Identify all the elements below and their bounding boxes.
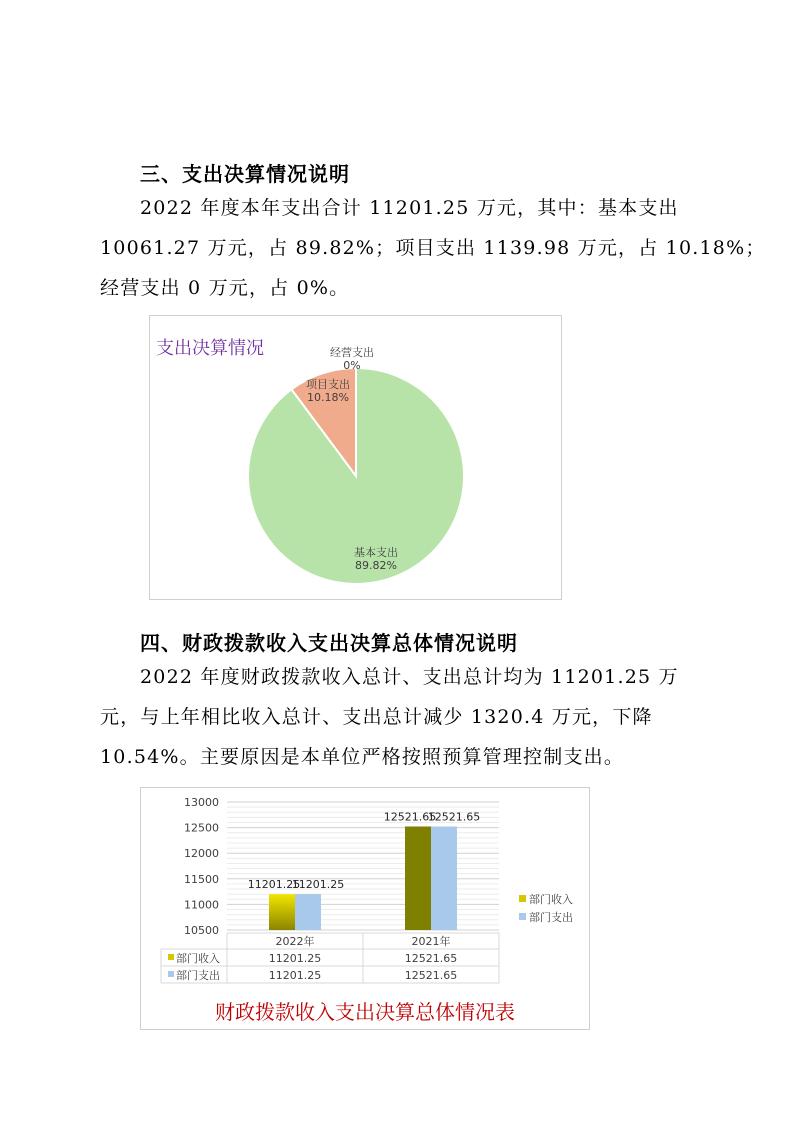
legend-label: 部门收入 — [529, 893, 573, 906]
legend-label: 部门支出 — [529, 911, 573, 924]
bar-chart-title: 财政拨款收入支出决算总体情况表 — [215, 1000, 515, 1024]
x-category-label: 2022年 — [275, 935, 315, 948]
fiscal-bar-chart — [140, 787, 590, 1030]
data-label-income-2022: 11201.25 — [247, 878, 301, 892]
pie-label-basic — [354, 546, 398, 572]
table-legend-key-expense — [168, 971, 174, 977]
legend-key-expense — [519, 913, 526, 920]
paragraph-line: 2022 年度本年支出合计 11201.25 万元，其中：基本支出 — [140, 197, 679, 219]
legend-key-income — [519, 895, 526, 902]
bar-expense-2021 — [431, 826, 457, 930]
data-label-expense-2022: 11201.25 — [291, 878, 345, 892]
paragraph-line: 2022 年度财政拨款收入总计、支出总计均为 11201.25 万 — [140, 666, 679, 688]
pie-chart-title: 支出决算情况 — [156, 338, 264, 359]
y-axis-ticks — [184, 796, 219, 937]
pie-label-percent: 10.18% — [307, 391, 349, 404]
pie-label-project — [306, 378, 350, 404]
expenditure-pie-chart — [149, 315, 562, 600]
y-tick-label: 11500 — [184, 872, 219, 886]
paragraph-line: 经营支出 0 万元，占 0%。 — [100, 277, 350, 299]
y-tick-label: 12000 — [184, 847, 219, 861]
paragraph-line: 10.54%。主要原因是本单位严格按照预算管理控制支出。 — [100, 746, 625, 768]
table-cell: 12521.65 — [404, 952, 458, 965]
pie-label-percent: 0% — [343, 359, 361, 372]
table-legend-key-income — [168, 954, 174, 960]
x-category-label: 2021年 — [411, 935, 451, 948]
table-cell: 12521.65 — [404, 969, 458, 982]
bar-expense-2022 — [295, 894, 321, 930]
bar-income-2022 — [269, 894, 295, 930]
pie-label-operating — [330, 346, 374, 372]
paragraph-line: 元，与上年相比收入总计、支出总计减少 1320.4 万元，下降 — [100, 706, 653, 728]
data-label-income-2021: 12521.65 — [383, 810, 437, 824]
table-row-label: 部门支出 — [176, 969, 220, 982]
bar-income-2021 — [405, 826, 431, 930]
pie-label-name: 基本支出 — [354, 546, 398, 559]
y-tick-label: 12500 — [184, 821, 219, 835]
section-paragraph-fiscal-appropriation — [100, 657, 690, 777]
section-paragraph-expenditure — [100, 188, 766, 308]
y-tick-label: 13000 — [184, 796, 219, 809]
section-heading-fiscal-appropriation: 四、财政拨款收入支出决算总体情况说明 — [140, 631, 518, 655]
paragraph-line: 10061.27 万元，占 89.82%；项目支出 1139.98 万元，占 10.18%； — [100, 237, 766, 259]
table-row-label: 部门收入 — [176, 952, 220, 965]
data-label-expense-2021: 12521.65 — [427, 810, 481, 824]
pie-label-percent: 89.82% — [355, 559, 397, 572]
y-tick-label: 10500 — [184, 924, 219, 937]
y-tick-label: 11000 — [184, 898, 219, 912]
pie-label-name: 项目支出 — [306, 378, 350, 391]
bar-chart-svg — [141, 788, 589, 1029]
table-cell: 11201.25 — [268, 969, 322, 982]
table-cell: 11201.25 — [268, 952, 322, 965]
section-heading-expenditure: 三、支出决算情况说明 — [140, 162, 350, 186]
pie-label-name: 经营支出 — [330, 346, 374, 359]
